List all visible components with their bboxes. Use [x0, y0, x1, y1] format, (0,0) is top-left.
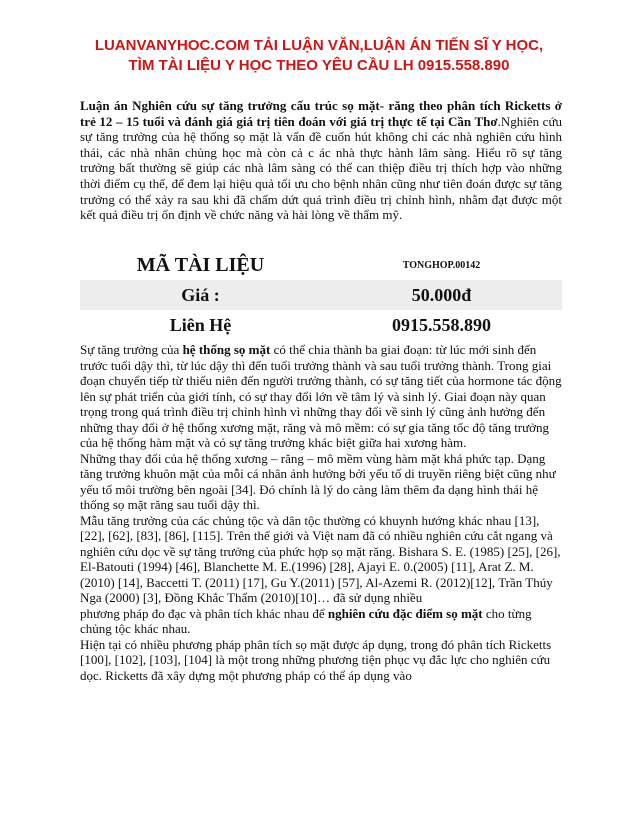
- body-paragraph-3: Mẫu tăng trưởng của các chủng tộc và dân tộc thường có khuynh hướng khác nhau [13], [22], [62], [83], [86], [115]. Trên thế giới và Việt nam đã có nhiều nghiên cứu cắt ngang và nghiên cứu dọc về sự tăng trưởng của phức hợp sọ mặt răng. Bishara S. E. (1985) [25], [26], El-Batouti (1994) [46], Blanchette M. E.(1996) [28], Ajayi E. 0.(2005) [11], Arat Z. M. (2010) [14], Baccetti T. (2011) [17], Gu Y.(2011) [57], Al-Azemi R. (2012)[12], Trần Thúy Nga (2000) [3], Đồng Khắc Thẩm (2010)[10]… đã sử dụng nhiều: [80, 512, 561, 605]
- body-paragraph-5: Hiện tại có nhiều phương pháp phân tích sọ mặt được áp dụng, trong đó phân tích Ricketts [100], [102], [103], [104] là một trong những phương tiện phục vụ đắc lực cho nghiên cứu dọc. Ricketts đã xây dựng một phương pháp có thể áp dụng vào: [80, 636, 552, 683]
- intro-text: .Nghiên cứu sự tăng trưởng của hệ thống sọ mặt là vấn đề cuốn hút không chỉ các nhà nghiên cứu hình thái, các nhà nhân chủng học mà còn cả c ác nhà thực hành lâm sàng. Hiểu rõ sự tăng trưởng bất thường sẽ giúp các nhà lâm sàng có thể can thiệp điều trị thích hợp vào những thời điểm cụ thể, để đem lại hiệu quả tối ưu cho bệnh nhân cũng như tiên đoán được sự tăng trưởng có thể xảy ra sau khi đã chấm dứt quá trình điều trị chỉnh hình, nhằm đạt được một kết quả điều trị ổn định về chức năng và hài lòng về thẩm mỹ.: [80, 113, 562, 223]
- p4-text-a: phương pháp đo đạc và phân tích khác nhau để: [80, 605, 328, 621]
- price-row: [80, 280, 562, 310]
- p1-text-b: có thể chia thành ba giai đoạn: từ lúc mới sinh đến trước tuổi dậy thì, từ lúc dậy thì đến tuổi trưởng thành và sau tuổi trưởng thành. Trong giai đoạn chuyển tiếp từ thiếu niên đến người trưởng thành, có sự tăng tiết của hormone tác động lên sự phát triển của giới tính, có sự thay đổi lớn về tâm lý và sinh lý. Giai đoạn này quan trọng trong quá trình điều trị chỉnh hình vì những thay đổi về sinh lý cũng ảnh hưởng đến những thay đổi ở hệ thống xương mặt, răng và mô mềm: có sự gia tăng tốc độ tăng trưởng của hệ thống hàm mặt và có sự tăng trưởng khác biệt giữa hai xương hàm.: [80, 342, 562, 450]
- contact-label: Liên Hệ: [80, 310, 321, 340]
- body-paragraph-1: [80, 342, 562, 451]
- intro-title: Luận án Nghiên cứu sự tăng trưởng cấu trúc sọ mặt- răng theo phân tích Ricketts ở trẻ 12 – 15 tuổi và đánh giá giá trị tiên đoán với giá trị thực tế tại Cần Thơ: [80, 98, 562, 129]
- p4-text-b: cho từng chủng tộc khác nhau.: [80, 605, 532, 636]
- body-paragraph-4: [80, 606, 562, 637]
- header-line-1: LUANVANYHOC.COM TẢI LUẬN VĂN,LUẬN ÁN TIẾN SĨ Y HỌC,: [94, 37, 544, 54]
- code-value: TONGHOP.00142: [321, 250, 562, 280]
- body-text: [80, 342, 562, 683]
- p4-bold-term: nghiên cứu đặc điểm sọ mặt: [327, 605, 483, 621]
- code-label: MÃ TÀI LIỆU: [80, 250, 321, 280]
- document-info-table: [80, 250, 562, 340]
- contact-phone: 0915.558.890: [321, 310, 562, 340]
- intro-paragraph: [80, 98, 562, 223]
- code-row: [80, 250, 562, 280]
- contact-row: [80, 310, 562, 340]
- price-value: 50.000đ: [321, 280, 562, 310]
- header-line-2: TÌM TÀI LIỆU Y HỌC THEO YÊU CẦU LH 0915.558.890: [128, 57, 510, 74]
- site-header-banner: [40, 36, 598, 76]
- body-paragraph-2: Những thay đổi của hệ thống xương – răng – mô mềm vùng hàm mặt khá phức tạp. Dạng tăng trưởng khuôn mặt của mỗi cá nhân ảnh hưởng bởi yếu tố di truyền riêng biệt cũng như yếu tố môi trường bên ngoài [34]. Đó chính là lý do càng làm thêm đa dạng hình thái hệ thống sọ mặt răng sau tuổi dậy thì.: [80, 450, 556, 512]
- p1-text-a: Sự tăng trưởng của: [80, 342, 183, 357]
- p1-bold-term: hệ thống sọ mặt: [182, 342, 271, 357]
- price-label: Giá :: [80, 280, 321, 310]
